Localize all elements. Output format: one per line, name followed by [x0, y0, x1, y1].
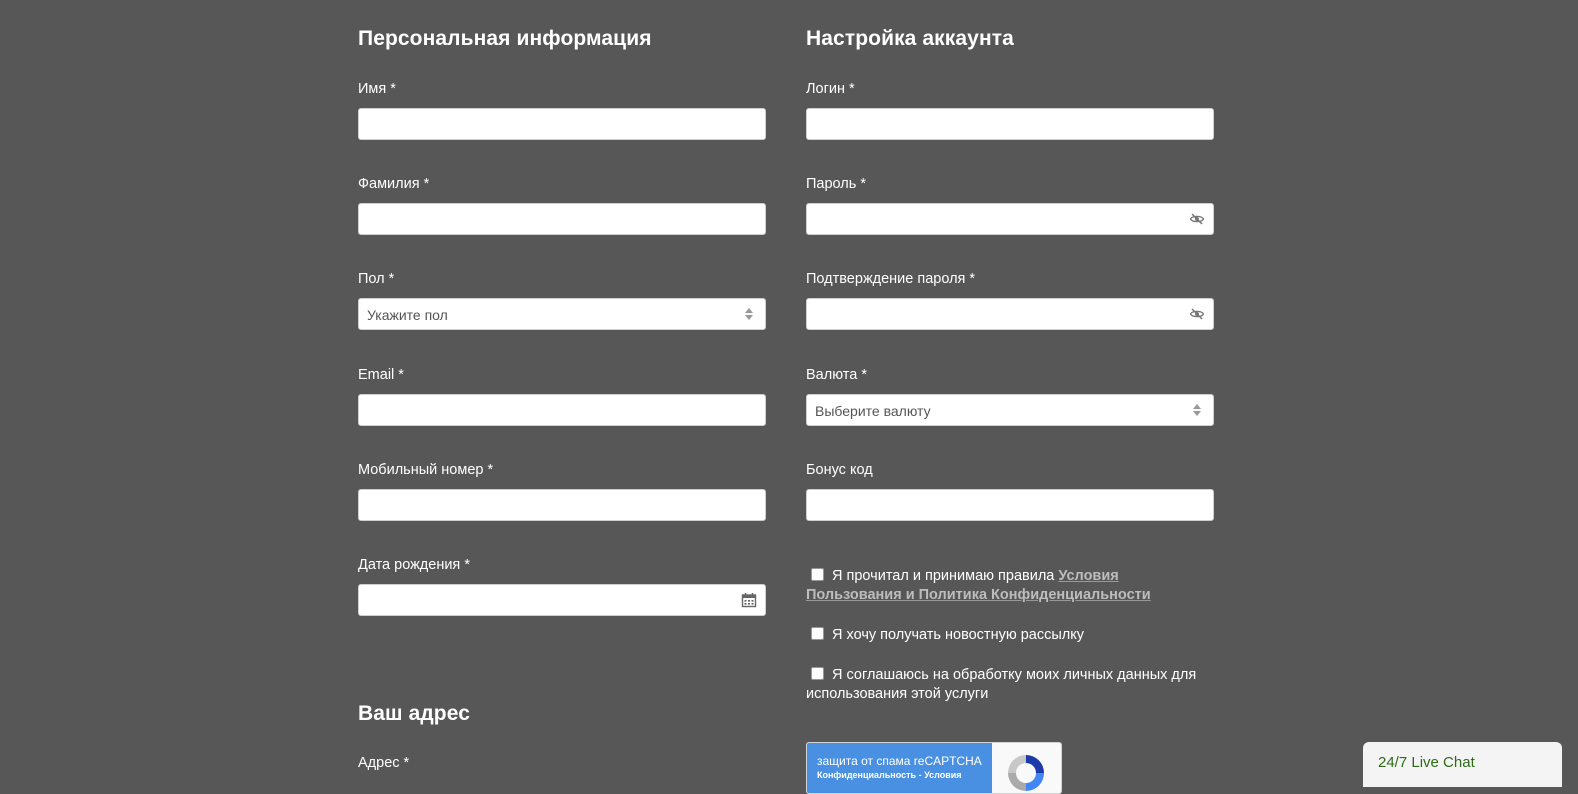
data-consent-checkbox[interactable] — [811, 667, 824, 680]
recaptcha-info-panel — [807, 743, 992, 793]
currency-select-value: Выберите валюту — [815, 403, 931, 419]
terms-text: Я прочитал и принимаю правила — [832, 568, 1055, 584]
newsletter-text: Я хочу получать новостную рассылку — [832, 627, 1084, 643]
first-name-input[interactable] — [358, 108, 766, 140]
password-label: Пароль * — [806, 176, 866, 192]
confirm-password-input[interactable] — [806, 298, 1214, 330]
gender-label: Пол * — [358, 271, 395, 287]
birth-date-label: Дата рождения * — [358, 557, 470, 573]
login-input[interactable] — [806, 108, 1214, 140]
newsletter-agreement — [806, 626, 1214, 645]
personal-info-title: Персональная информация — [358, 27, 652, 50]
gender-select-value: Укажите пол — [367, 307, 448, 323]
confirm-password-label: Подтверждение пароля * — [806, 271, 976, 287]
email-label: Email * — [358, 367, 404, 383]
data-consent-text: Я соглашаюсь на обработку моих личных данных для использования этой услуги — [806, 667, 1197, 702]
address-label: Адрес * — [358, 755, 410, 771]
recaptcha-links[interactable]: Конфиденциальность - Условия — [817, 770, 962, 780]
terms-link[interactable]: Условия Пользования и Политика Конфиденциальности — [806, 568, 1151, 603]
bonus-code-input[interactable] — [806, 489, 1214, 521]
newsletter-checkbox[interactable] — [811, 627, 824, 640]
account-settings-title: Настройка аккаунта — [806, 27, 1014, 50]
last-name-input[interactable] — [358, 203, 766, 235]
calendar-icon[interactable] — [741, 592, 757, 608]
terms-checkbox[interactable] — [811, 568, 824, 581]
terms-agreement — [806, 567, 1214, 605]
data-consent-agreement — [806, 666, 1214, 704]
address-title: Ваш адрес — [358, 702, 471, 725]
live-chat-label: 24/7 Live Chat — [1378, 754, 1475, 771]
first-name-label: Имя * — [358, 81, 396, 97]
recaptcha-title: защита от спама reCAPTCHA — [817, 754, 982, 768]
mobile-label: Мобильный номер * — [358, 462, 494, 478]
recaptcha-widget[interactable] — [806, 742, 1062, 794]
sort-arrows-icon — [1189, 402, 1205, 418]
eye-slash-icon[interactable] — [1189, 306, 1205, 322]
gender-select[interactable] — [358, 298, 766, 330]
bonus-code-label: Бонус код — [806, 462, 873, 478]
birth-date-input[interactable] — [358, 584, 766, 616]
recaptcha-logo-icon — [1004, 751, 1048, 794]
live-chat-button[interactable] — [1363, 742, 1562, 787]
login-label: Логин * — [806, 81, 855, 97]
currency-label: Валюта * — [806, 367, 867, 383]
last-name-label: Фамилия * — [358, 176, 430, 192]
email-input[interactable] — [358, 394, 766, 426]
sort-arrows-icon — [741, 306, 757, 322]
password-input[interactable] — [806, 203, 1214, 235]
eye-slash-icon[interactable] — [1189, 211, 1205, 227]
currency-select[interactable] — [806, 394, 1214, 426]
mobile-input[interactable] — [358, 489, 766, 521]
